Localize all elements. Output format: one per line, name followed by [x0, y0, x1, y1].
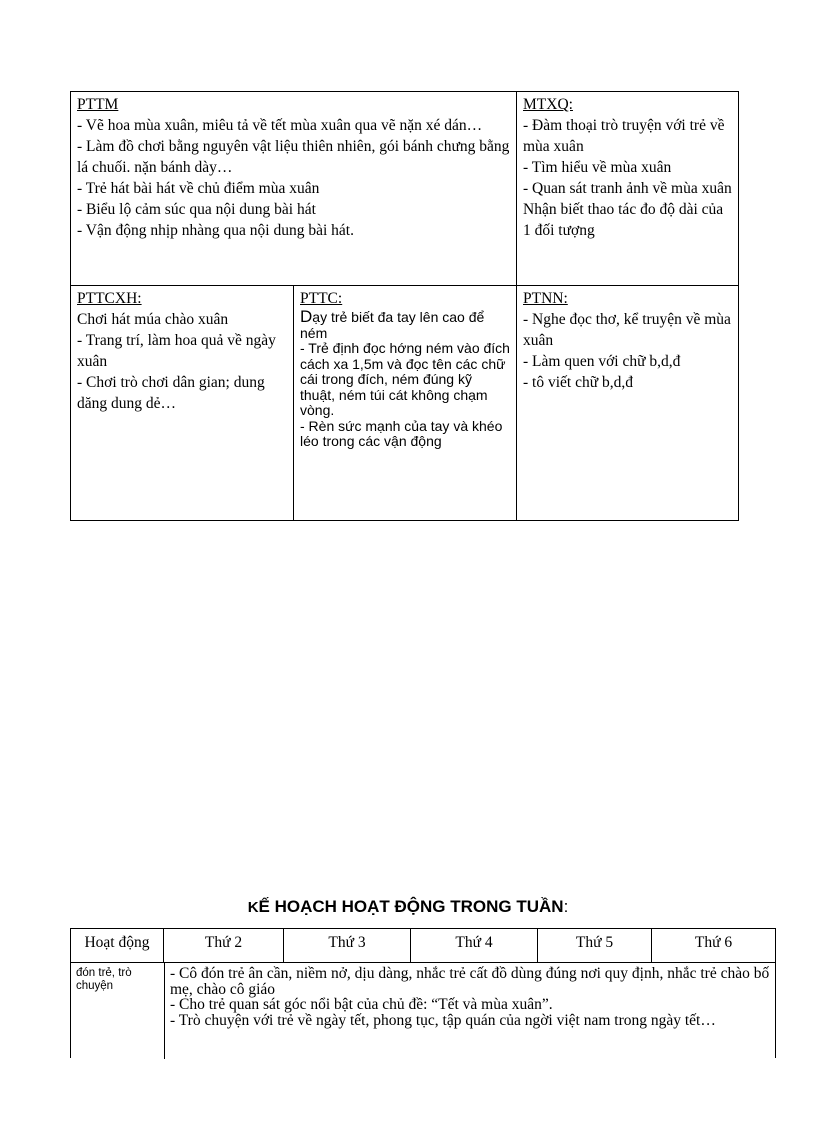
row-divider — [164, 962, 165, 1059]
plan-title-colon: : — [563, 897, 569, 916]
pttc-line: - Trẻ định đọc hớng ném vào đích cách xa 1,5m và đọc tên các chữ cái trong đích, ném đúng kỹ thuật, ném túi cát không chạm vòng. — [300, 340, 510, 418]
ptnn-line: - Nghe đọc thơ, kể truyện về mùa xuân — [523, 311, 731, 349]
weekly-plan-table — [70, 928, 776, 1058]
pttcxh-heading: PTTCXH: — [77, 290, 142, 307]
ptnn-heading: PTNN: — [523, 290, 568, 307]
pttc-line: - Rèn sức mạnh của tay và khéo léo trong các vận động — [300, 417, 503, 449]
header-thu-2: Thứ 2 — [164, 929, 284, 962]
header-hoat-dong: Hoạt động — [71, 929, 164, 962]
header-thu-4: Thứ 4 — [411, 929, 538, 962]
pttc-drop-letter: D — [300, 307, 313, 326]
ptnn-cell — [516, 285, 739, 521]
pttm-line: - Trẻ hát bài hát về chủ điểm mùa xuân — [77, 180, 320, 197]
pttcxh-line: - Trang trí, làm hoa quả về ngày xuân — [77, 332, 276, 370]
row-line: - Cho trẻ quan sát góc nổi bật của chủ đề: “Tết và mùa xuân”. — [170, 996, 553, 1013]
pttc-cell — [293, 285, 517, 521]
row-content — [170, 966, 770, 1028]
ptnn-line: - tô viết chữ b,d,đ — [523, 374, 633, 391]
mtxq-line: Nhận biết thao tác đo độ dài của 1 đối tượng — [523, 201, 724, 239]
pttcxh-cell — [70, 285, 294, 521]
mtxq-line: - Đàm thoại trò truyện với trẻ về mùa xuân — [523, 117, 725, 155]
row-label: đón trẻ, trò chuyện — [76, 967, 132, 992]
ptnn-line: - Làm quen với chữ b,d,đ — [523, 353, 681, 370]
mtxq-heading: MTXQ: — [523, 96, 573, 113]
header-thu-6: Thứ 6 — [694, 934, 733, 951]
pttcxh-line: Chơi hát múa chào xuân — [77, 311, 229, 328]
pttc-intro — [300, 309, 510, 341]
pttm-cell — [70, 91, 517, 286]
pttm-line: - Vận động nhịp nhàng qua nội dung bài hát. — [77, 222, 354, 239]
header-thu-5: Thứ 5 — [538, 929, 652, 962]
header-row — [71, 929, 775, 963]
pttc-heading: PTTC: — [300, 290, 343, 307]
row-line: - Cô đón trẻ ân cần, niềm nở, dịu dàng, nhắc trẻ cất đồ dùng đúng nơi quy định, nhắc trẻ chào bố mẹ, chào cô giáo — [170, 965, 770, 998]
pttm-line: - Biểu lộ cảm súc qua nội dung bài hát — [77, 201, 316, 218]
mtxq-line: - Quan sát tranh ảnh về mùa xuân — [523, 180, 732, 197]
pttm-line: - Làm đồ chơi bằng nguyên vật liệu thiên nhiên, gói bánh chưng bằng lá chuối. nặn bánh dày… — [77, 138, 510, 176]
plan-title-text: Ế HOẠCH HOẠT ĐỘNG TRONG TUẦN — [258, 897, 564, 916]
pttc-intro-text: ạy trẻ biết đa tay lên cao để ném — [300, 309, 485, 341]
pttm-heading: PTTM — [77, 96, 119, 113]
row-line: - Trò chuyện với trẻ về ngày tết, phong tục, tập quán của ngời việt nam trong ngày tết… — [170, 1011, 716, 1029]
plan-title — [0, 897, 816, 917]
plan-title-first: K — [247, 899, 259, 916]
pttcxh-line: - Chơi trò chơi dân gian; dung dăng dung dẻ… — [77, 374, 265, 412]
mtxq-line: - Tìm hiểu về mùa xuân — [523, 159, 672, 176]
mtxq-cell — [516, 91, 739, 286]
pttm-line: - Vẽ hoa mùa xuân, miêu tả về tết mùa xuân qua vẽ nặn xé dán… — [77, 117, 483, 134]
header-thu-3: Thứ 3 — [284, 929, 411, 962]
